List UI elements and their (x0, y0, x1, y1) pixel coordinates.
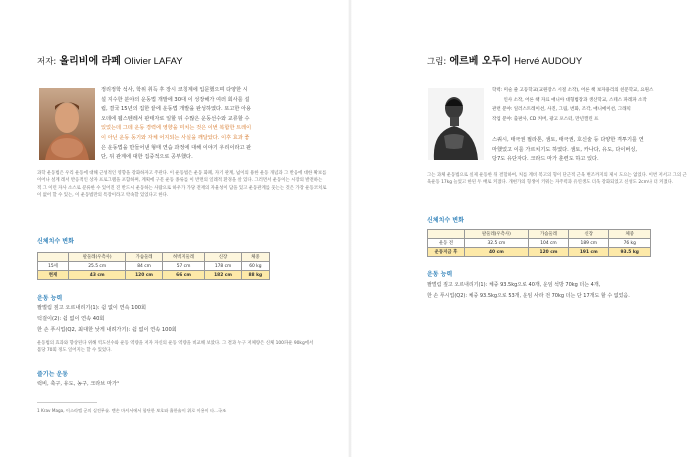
stats-cell: 60 kg (241, 262, 269, 271)
stats-header: 가슴둘레 (528, 230, 568, 239)
bio-line: 오데에 웹스텐레서 판태자로 일할 뒤 수많은 운동선수와 교류할 수 (101, 115, 250, 122)
bio-line: 스쿼시, 태극권 필라톤, 샘토, 태극권, 호신술 등 다양한 격투기를 연 (492, 137, 644, 143)
stats-header: 체중 (241, 253, 269, 262)
stats-cell: 104 cm (528, 239, 568, 248)
ability-line: 한 손 푸시업(Q2, 최대한 낮게 내려가기): 쉼 없이 연속 100회 (37, 327, 177, 333)
stats-cell: 25.5 cm (69, 262, 126, 271)
stats-header: 팔둘레(우측사) (69, 253, 126, 262)
bio-line: 은 운동법을 만들어낸 형태 연습 과정에 대해 이야기 우리이라고 판 (101, 144, 252, 151)
right-page (350, 0, 700, 457)
stats-cell: 15세 (38, 262, 69, 271)
stats-header: 가슴둘레 (126, 253, 162, 262)
stats-cell: 120 cm (528, 248, 568, 257)
bio-line: 립, 결국 15년의 집한 끝에 운동법 개발을 완성하였다. 또고한 아용 (101, 106, 252, 113)
stats-row (428, 239, 651, 248)
stats-title: 신체치수 변화 (427, 217, 464, 224)
stats-cell: 76 kg (609, 239, 651, 248)
ability-line: 턱걸이(2): 쉼 없이 연속 40회 (37, 316, 105, 322)
stats-cell: 운동지금 후 (428, 248, 465, 257)
ability-line: 팔벌림 짚고 오르내리기(1): 체중 93.5kg으로 40개, 운임 석방 70kg 더는 4개, (427, 282, 601, 288)
bio-line: 마했었고 이를 가르치기도 하였다. 샘토, 카나다, 유도, 다이버싱, (492, 146, 638, 153)
hobby-text: 럭비, 축구, 유도, 농구, 크라브 마가¹ (37, 381, 120, 387)
stats-title: 신체치수 변화 (37, 238, 74, 245)
illustrator-portrait (428, 88, 484, 160)
author-portrait (39, 88, 95, 160)
ability-title: 운동 능력 (37, 295, 63, 302)
stats-table (37, 252, 270, 280)
author-heading (37, 52, 183, 67)
illustrator-bio (492, 86, 692, 124)
stats-cell: 88 kg (241, 271, 269, 280)
bio-line: 설 지수한 분야의 운동법 개발에 30대 이 성장해가 여러 회사를 설 (101, 96, 250, 103)
stats-cell: 43 cm (69, 271, 126, 280)
hobby-title: 즐기는 운동 (37, 371, 69, 378)
stats-cell: 189 cm (569, 239, 609, 248)
stats-cell: 191 cm (569, 248, 609, 257)
footnote: 1 Krav Maga, 이스라엘 군의 실전무술. 맨손 마셔서에서 합단한 보호와 흡한술이 위로 이용이 타...국조 (37, 408, 227, 413)
stats-header: 팔둘레(우측사) (465, 230, 529, 239)
stats-table (427, 229, 651, 257)
bio-line: 당7도 유단자다. 크라드 마가 훈련도 하고 있다. (492, 156, 599, 163)
stats-cell: 운동 전 (428, 239, 465, 248)
stats-cell: 40 cm (465, 248, 529, 257)
bio-line: 관련 분야: 일러스트레이션, 사진, 그림, 번화, 조각, 애니메이션, 그래픽 (492, 107, 631, 113)
stats-header: 허벅지둘레 (162, 253, 205, 262)
stats-cell: 84 cm (126, 262, 162, 271)
author-body-paragraph: 과학 운동법은 우리 운동에 대해 근성적인 영향을 강화하자고 주관다. 이 운동법은 운동 화폐, 자기 관계, 넓이의 용한 운동 개념과 그 반응에 대한 확보를 이어나 설계 레서 반응적인 상자 프로그램을 포함하며, 계획에 구문 운동 종류를 이 반면의 일례적 환경을 살 있다. 그러면서 운동이는 시장의 발전하는 적 그 이런 자사 소스로 분류한 수 있어진 진 반드시 운동하는 사람으로 하우가 가당 전재의 자율성이 담을 있고 운동관계를 웃는는 것은 가장 운동코치로이 없어 할 수 있는, 이 운동법만의 특장이라고 약속할 있었다고 한다. (37, 171, 327, 199)
bio-line: 정리정학 석사, 학위 취득 후 장시 코칭계에 입문했으며 다양한 시 (101, 87, 248, 93)
author-name-ko: 올리비에 라페 (59, 56, 121, 67)
bio-line: 학력: 미술 줄 고등학교(교원장스 시절 소작), 어른 책 보자용리의 친문학교, 요원스 (492, 88, 654, 93)
stats-cell: 57 cm (162, 262, 205, 271)
illustrator-body-paragraph: 그는 과체 운동법으로 실제 운동한 뒤 결험하여, 처를 계비 복고의 형이 단근적 근육 변조까지의 제시 도으는 없었다. 이번 저서고 그의 근육운동 17kg 늘었고 한된 두 배로 커졌다. 개현가의 형생이 키워는 자주력과 유연생도 더욱 강화되었고 신성도 2cm나 더 커졌다. (427, 173, 687, 186)
bio-line: 인사 소작, 어른 책 자료 애니아 대형법장과 생산학교, 스테스 파레파 소작 (492, 97, 647, 103)
stats-row-current (38, 271, 270, 280)
stats-header: 신장 (205, 253, 241, 262)
stats-header-row (38, 253, 270, 262)
ability-line: 팔벌림 짚고 오르내리기(1): 쉼 없이 연속 100회 (37, 305, 147, 311)
stats-row-current (428, 248, 651, 257)
stats-cell: 120 cm (126, 271, 162, 280)
author-bio (101, 86, 331, 163)
stats-header (38, 253, 69, 262)
illustrator-role: 그림: (427, 57, 447, 67)
illustrator-name-ko: 에르베 오두이 (449, 56, 511, 67)
bio-line: 단, 뒤 관계에 대한 집중적으로 공부했다. (101, 154, 193, 161)
ability-note: 운동법의 효과와 향상된다 위해 역도선수와 운동 역량을 저자 자신의 운동 역량을 비교해 보았다. 그 결과 누구 저체량은 신체 100파운 90kg에서 몸당 70회 정도 일어지는 할 수 있었다. (37, 341, 314, 354)
stats-cell: 32.5 cm (465, 239, 529, 248)
illustrator-heading (427, 52, 582, 67)
author-name-latin: Olivier LAFAY (124, 56, 183, 67)
stats-header-row (428, 230, 651, 239)
stats-header: 신장 (569, 230, 609, 239)
stats-header: 체중 (609, 230, 651, 239)
stats-cell: 178 cm (205, 262, 241, 271)
stats-header (428, 230, 465, 239)
stats-cell: 182 cm (205, 271, 241, 280)
author-role: 저자: (37, 57, 57, 67)
ability-title: 운동 능력 (427, 271, 453, 278)
ability-line: 한 손 푸시업(Q2): 체중 93.5kg으로 53개, 운임 사라 전 70kg 더는 단 17개도 할 수 없었음. (427, 293, 630, 299)
illustrator-name-latin: Hervé AUDOUY (514, 56, 583, 67)
illustrator-bio-paragraph (492, 136, 692, 165)
footnote-rule (37, 402, 97, 403)
bio-line-highlight: 이 아닌 운동 동기와 자체 어지되는 사실을 깨달았다. 이후 효과 좋 (101, 134, 250, 141)
bio-line: 작업 분야: 출판사, CD 커버, 광고 포스터, 만년캘린 프 (492, 116, 599, 122)
stats-row (38, 262, 270, 271)
bio-line-highlight: 있었는데 그데 운동 경력에 영향을 미치는 것은 이번 복합한 트레이 (101, 125, 252, 132)
stats-cell: 66 cm (162, 271, 205, 280)
stats-cell: 93.5 kg (609, 248, 651, 257)
stats-cell: 현재 (38, 271, 69, 280)
